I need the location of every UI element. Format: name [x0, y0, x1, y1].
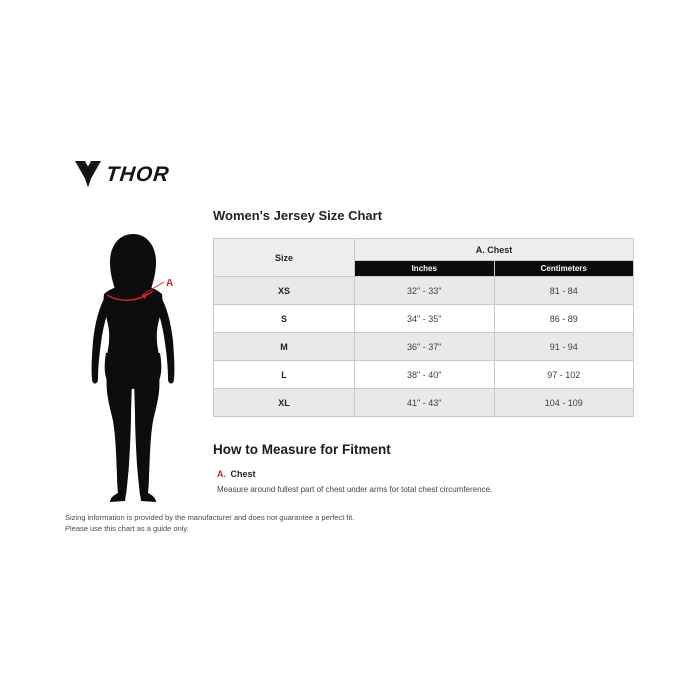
size-label: M — [214, 333, 355, 361]
centimeters-value: 91 - 94 — [494, 333, 634, 361]
inches-value: 34" - 35" — [355, 305, 495, 333]
size-column-header: Size — [214, 239, 355, 277]
size-label: S — [214, 305, 355, 333]
brand-logo — [75, 161, 170, 188]
measure-key: A. — [217, 469, 226, 479]
measure-name: Chest — [230, 469, 256, 479]
body-measurement-figure — [60, 225, 210, 515]
size-label: L — [214, 361, 355, 389]
centimeters-value: 104 - 109 — [494, 389, 634, 417]
brand-name: THOR — [104, 163, 171, 186]
size-label: XL — [214, 389, 355, 417]
centimeters-value: 86 - 89 — [494, 305, 634, 333]
measure-section-title: How to Measure for Fitment — [213, 442, 391, 457]
thor-horns-icon — [75, 161, 101, 188]
measure-description: Measure around fullest part of chest under arms for total chest circumference. — [217, 485, 493, 494]
table-row-l — [214, 361, 634, 389]
unit-header-centimeters: Centimeters — [494, 261, 634, 277]
disclaimer — [65, 512, 354, 534]
disclaimer-line-1: Sizing information is provided by the manufacturer and does not guarantee a perfect fit. — [65, 513, 355, 522]
size-chart-title: Women's Jersey Size Chart — [213, 208, 383, 223]
woman-silhouette — [92, 234, 175, 502]
table-row-xl — [214, 389, 634, 417]
size-label: XS — [214, 277, 355, 305]
disclaimer-line-2: Please use this chart as a guide only. — [65, 524, 189, 533]
size-chart-table — [213, 238, 634, 417]
inches-value: 32" - 33" — [355, 277, 495, 305]
unit-header-inches: Inches — [355, 261, 495, 277]
inches-value: 36" - 37" — [355, 333, 495, 361]
inches-value: 38" - 40" — [355, 361, 495, 389]
centimeters-value: 97 - 102 — [494, 361, 634, 389]
table-row-m — [214, 333, 634, 361]
centimeters-value: 81 - 84 — [494, 277, 634, 305]
table-row-xs — [214, 277, 634, 305]
chest-label-a: A — [166, 278, 174, 289]
measure-item-chest — [217, 464, 492, 494]
table-row-s — [214, 305, 634, 333]
chest-column-header: A. Chest — [355, 239, 634, 261]
inches-value: 41" - 43" — [355, 389, 495, 417]
